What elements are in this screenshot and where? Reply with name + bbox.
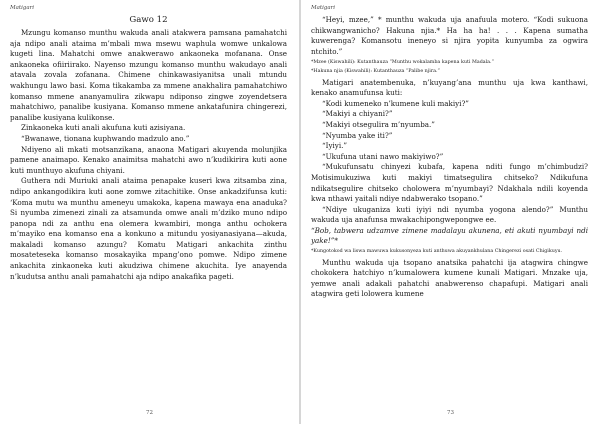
paragraph: “Bwanawe, tionana kuphwando madzulo ano.” [21, 133, 190, 143]
left-page-body [10, 15, 287, 282]
paragraph: “Iyiyi.” [322, 141, 348, 151]
paragraph: “Makiyi a chiyani?” [322, 109, 393, 119]
page-number: 73 [447, 410, 454, 416]
paragraph: Guthera ndi Muriuki anali ataima penapake kuseri kwa zitsamba zina, ndipo ankangodikira kuti aone zomwe zitachitike. Onse ankadzifunsa kuti: ‘Koma mutu wa munthu ameneyu umakoka, kapena mawaya ena anaduka? Si nyumba zimenezi zinali za atsamunda omwe anali m’dziko muno ndipo panopa ndi za anthu ena olemera kwambiri, monga anthu ochokera m’mayiko ena komanso ena a konkuno a mitundu yosiyanasiyana—akuda, makaladi komanso azungu? Komatu Matigari ankachita zinthu mosateteseka komanso mosakayika mpang’ono pomwe. Ndipo zimene ankachita zinkaoneka kuti akudziwa chimene akuchita. Iye anayenda n’kudutsa anthu anali pamahatchi aja ndipo anakafika pageti. [10, 176, 287, 281]
page-number: 72 [146, 410, 153, 416]
running-head: Matigari [311, 5, 336, 11]
paragraph: “Heyi, mzee,” * munthu wakuda uja anafuula motero. “Kodi sukuona chikwangwanicho? Hakuna njia.* Ha ha ha! . . . Kapena sumatha kuwerenga? Komansotu ineneyo si njira yopita kunyumba za ogwira ntchito.” [311, 15, 588, 56]
paragraph: “Kodi kumeneko n’kumene kuli makiyi?” [322, 98, 469, 108]
footnote: *Mzee (Kiswahili): Kutanthauza “Munthu wokalamba kapena kuti Madala.” [311, 60, 495, 66]
italic-quote: “Bob, tabwera udzamve zimene madalayu akunena, eti akuti nyumbayi ndi yake!”* [311, 225, 588, 246]
paragraph: Mzungu komanso munthu wakuda anali atakwera pamsana pamahatchi aja ndipo anali ataima m’mbali mwa msewu waphula womwe unkalowa kugeti lina. Mahatchi omwe anakwerawo ankaoneka mofanana. Onse ankaoneka ofiiriirako. Nayenso mzungu komanso munthu wakudayo anali atavala zovala zofanana. Chimene chinkawasiyanitsa unali mtundu wakhungu lawo basi. Koma tikakamba za mmene anakhalira pamahatchiwo komanso mmene ananyamulira zikwapu ndiponso zingwe zoyendetsera mahatchiwo, panalibe kusiyana. Komanso mmene ankatafunira chingerezi, panalibe kusiyana kulikonse. [10, 28, 287, 122]
right-page [301, 0, 600, 424]
paragraph: “Ukufuna utani nawo makiyiwo?” [322, 151, 444, 161]
chapter-title: Gawo 12 [129, 15, 168, 25]
paragraph: “Ndiye ukuganiza kuti iyiyi ndi nyumba yogona alendo?” Munthu wakuda uja anafunsa mwakachipongwepongwe ee. [311, 204, 588, 225]
footnote: *Hakuna njia (Kiswahili): Kutanthauza “Palibe njira.” [311, 68, 440, 74]
paragraph: “Makiyi otsegulira m’nyumba.” [322, 119, 435, 129]
paragraph: “Mukufunsatu chinyezi kubafa, kapena nditi fungo m’chimbudzi? Motisimukuziwa kuti makiyi timatsegulira chitseko? Ndikufuna ndikatsegulire chitseko cholowera m’nyumbayi? Ndakhala ndili koyenda kwa nthawi yaitali ndiye ndabwerako tsopano.” [311, 162, 588, 204]
paragraph: “Nyumba yake iti?” [322, 130, 393, 140]
paragraph: Zinkaoneka kuti anali akufuna kuti azisiyana. [21, 123, 186, 133]
running-head: Matigari [10, 5, 35, 11]
paragraph: Munthu wakuda uja tsopano anatsika pahatchi ija atagwira chingwe chokokera hatchiyo n’kumalowera kumene kunali Matigari. Mnzake uja, yemwe anali adakali pahatchi anabwerenso chapafupi. Matigari anali atagwira geti lolowera kumene [311, 257, 588, 299]
footnote: *Kungotokod wa liswa mawuwa kukusonyeza kuti anthuwa akuyankhulana Chingerezi osati Chigikuyu. [311, 249, 563, 255]
right-page-body [311, 15, 588, 300]
left-page [0, 0, 299, 424]
paragraph: Ndiyeno ali mkati motsanzikana, anaona Matigari akuyenda molunjika pamene anaimapo. Kenako anaimitsa mahatchi awo n’kudikirira kuti aone kuti munthuyo akufuna chiyani. [10, 144, 287, 175]
paragraph: Matigari anatembenuka, n’kuyang’ana munthu uja kwa kanthawi, kenako anamufunsa kuti: [311, 77, 588, 98]
